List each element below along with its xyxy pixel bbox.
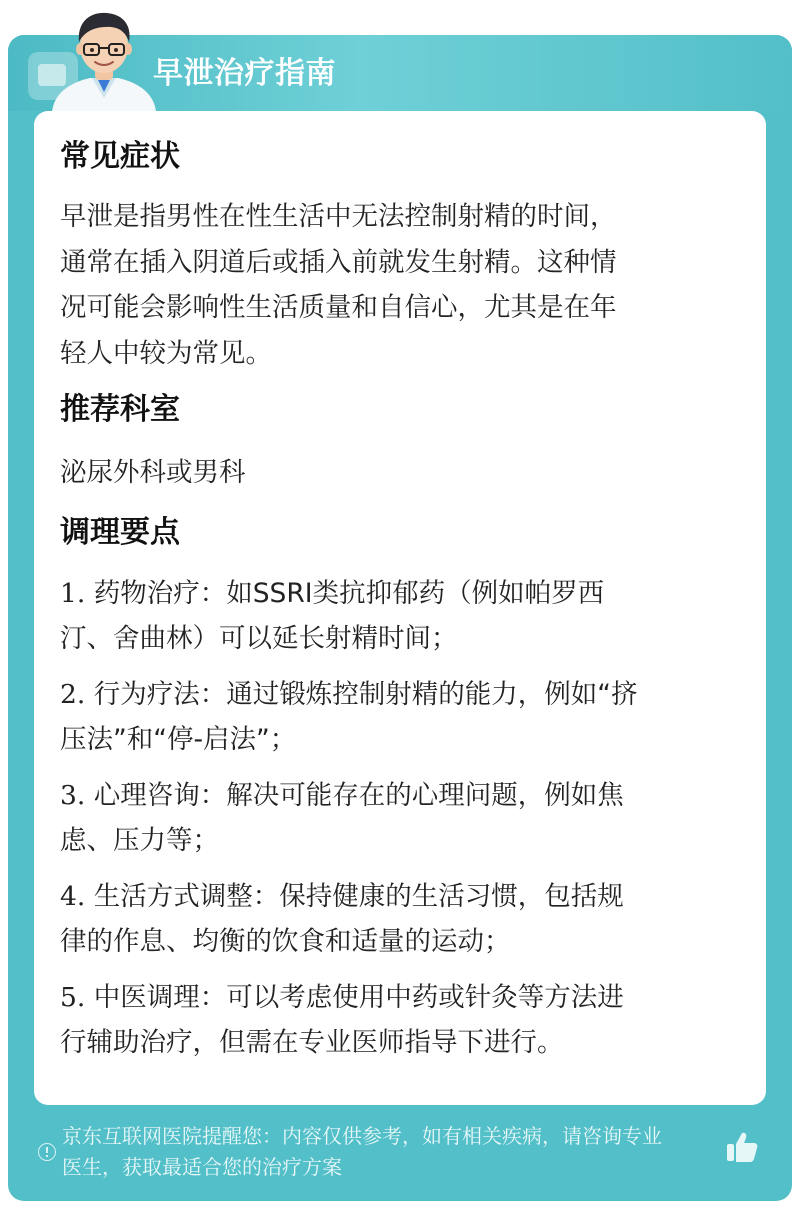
item-text: 生活方式调整：保持健康的生活习惯，包括规 [85, 880, 624, 912]
section-heading-department: 推荐科室 [60, 392, 180, 427]
item-text: 虑、压力等； [60, 825, 219, 856]
care-item [60, 672, 740, 763]
item-text: 行为疗法：通过锻炼控制射精的能力，例如“挤 [85, 678, 638, 710]
item-text: 压法”和“停-启法”； [60, 724, 297, 755]
care-item [60, 571, 740, 662]
symptoms-text-line: 轻人中较为常见。 [60, 337, 272, 369]
disclaimer-line: 医生，获取最适合您的治疗方案 [62, 1155, 342, 1179]
section-heading-symptoms: 常见症状 [60, 139, 180, 174]
item-number: 5. [60, 981, 86, 1013]
care-item [60, 874, 740, 965]
thumbs-up-icon[interactable] [724, 1129, 760, 1165]
care-item [60, 975, 740, 1066]
item-number: 3. [60, 779, 86, 811]
symptoms-text-line: 通常在插入阴道后或插入前就发生射精。这种情 [60, 246, 617, 278]
content-card [34, 111, 766, 1105]
department-text: 泌尿外科或男科 [60, 457, 246, 488]
item-text: 中医调理：可以考虑使用中药或针灸等方法进 [85, 981, 624, 1013]
page-title: 早泄治疗指南 [153, 56, 336, 91]
symptoms-text-line: 早泄是指男性在性生活中无法控制射精的时间， [60, 201, 617, 232]
item-text: 行辅助治疗，但需在专业医师指导下进行。 [60, 1027, 564, 1058]
item-text: 药物治疗：如SSRI类抗抑郁药（例如帕罗西 [85, 577, 605, 609]
care-item [60, 773, 740, 864]
info-icon [38, 1143, 56, 1161]
item-number: 1. [60, 577, 86, 609]
item-text: 心理咨询：解决可能存在的心理问题，例如焦 [85, 779, 624, 811]
item-number: 4. [60, 880, 86, 912]
item-number: 2. [60, 678, 86, 710]
disclaimer [62, 1121, 730, 1183]
doctor-avatar [44, 6, 164, 112]
disclaimer-line: 京东互联网医院提醒您：内容仅供参考，如有相关疾病，请咨询专业 [62, 1124, 662, 1148]
item-text: 汀、舍曲林）可以延长射精时间； [60, 623, 458, 654]
symptoms-text-line: 况可能会影响性生活质量和自信心，尤其是在年 [60, 292, 617, 323]
section-heading-care-points: 调理要点 [60, 514, 180, 550]
item-text: 律的作息、均衡的饮食和适量的运动； [60, 926, 511, 957]
